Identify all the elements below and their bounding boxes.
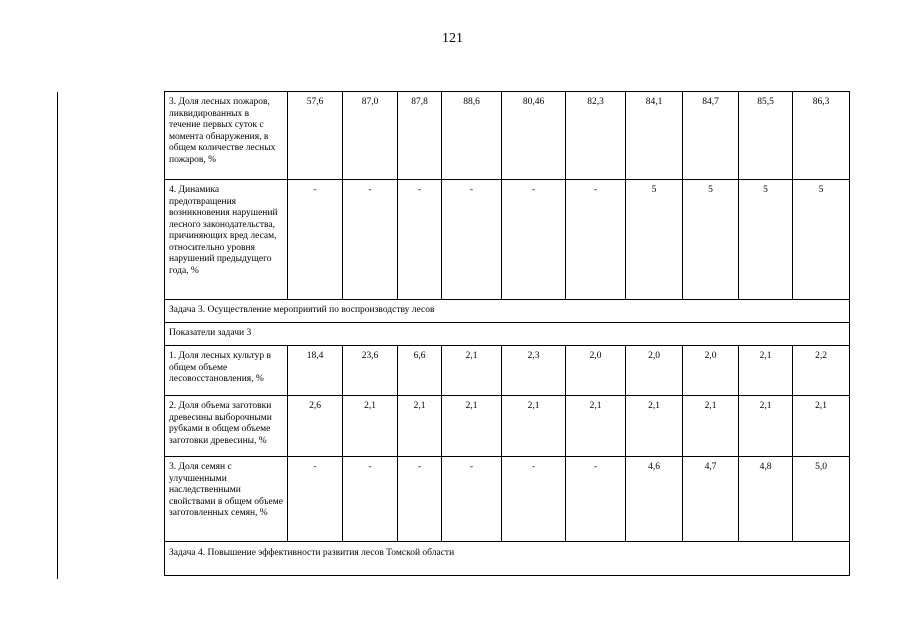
value-cell: 2,1 (566, 396, 626, 457)
value-cell: 84,7 (683, 92, 739, 180)
value-cell: 23,6 (343, 346, 398, 396)
value-cell: 84,1 (626, 92, 683, 180)
table-row-forest-cultures-share (165, 346, 850, 396)
value-cell: 2,1 (502, 396, 566, 457)
value-cell: - (398, 180, 442, 300)
value-cell: - (398, 457, 442, 542)
value-cell: 88,6 (442, 92, 502, 180)
value-cell: 2,1 (793, 396, 850, 457)
value-cell: - (502, 180, 566, 300)
value-cell: 2,1 (626, 396, 683, 457)
value-cell: 5 (683, 180, 739, 300)
indicators-table (164, 91, 850, 576)
value-cell: 2,1 (739, 396, 793, 457)
value-cell: 2,1 (442, 346, 502, 396)
value-cell: 2,0 (626, 346, 683, 396)
value-cell: 2,0 (566, 346, 626, 396)
value-cell: 5 (739, 180, 793, 300)
table-row-task-4-heading (165, 542, 850, 576)
value-cell: - (442, 180, 502, 300)
value-cell: 4,6 (626, 457, 683, 542)
value-cell: 87,0 (343, 92, 398, 180)
table-row-task-3-indicators-heading (165, 323, 850, 346)
value-cell: 2,1 (343, 396, 398, 457)
value-cell: - (343, 457, 398, 542)
value-cell: 86,3 (793, 92, 850, 180)
value-cell: - (442, 457, 502, 542)
value-cell: 2,2 (793, 346, 850, 396)
value-cell: 2,1 (398, 396, 442, 457)
value-cell: 2,1 (739, 346, 793, 396)
value-cell: 80,46 (502, 92, 566, 180)
value-cell: 5,0 (793, 457, 850, 542)
value-cell: 82,3 (566, 92, 626, 180)
value-cell: 2,3 (502, 346, 566, 396)
indicator-label: 4. Динамика предотвращения возникновения нарушений лесного законодательства, причиняющих вред лесам, относительно уровня нарушений предыдущего года, % (165, 180, 288, 300)
value-cell: - (566, 180, 626, 300)
indicator-label: 3. Доля семян с улучшенными наследственными свойствами в общем объеме заготовленных семян, % (165, 457, 288, 542)
value-cell: 4,8 (739, 457, 793, 542)
left-border-line (57, 92, 58, 579)
indicator-label: 1. Доля лесных культур в общем объеме лесовосстановления, % (165, 346, 288, 396)
task-heading: Задача 4. Повышение эффективности развития лесов Томской области (165, 542, 850, 576)
value-cell: 2,6 (288, 396, 343, 457)
table-row-selective-logging-share (165, 396, 850, 457)
value-cell: - (502, 457, 566, 542)
table-row-violation-prevention (165, 180, 850, 300)
task-indicators-heading: Показатели задачи 3 (165, 323, 850, 346)
value-cell: 2,1 (442, 396, 502, 457)
value-cell: 18,4 (288, 346, 343, 396)
value-cell: 2,1 (683, 396, 739, 457)
page-number: 121 (442, 31, 463, 46)
value-cell: 5 (793, 180, 850, 300)
value-cell: 5 (626, 180, 683, 300)
value-cell: - (343, 180, 398, 300)
value-cell: 57,6 (288, 92, 343, 180)
table-row-fire-liquidation-share (165, 92, 850, 180)
value-cell: - (566, 457, 626, 542)
indicator-label: 2. Доля объема заготовки древесины выборочными рубками в общем объеме заготовки древесины, % (165, 396, 288, 457)
value-cell: 87,8 (398, 92, 442, 180)
value-cell: 6,6 (398, 346, 442, 396)
value-cell: - (288, 457, 343, 542)
table-row-improved-seeds-share (165, 457, 850, 542)
value-cell: - (288, 180, 343, 300)
value-cell: 2,0 (683, 346, 739, 396)
value-cell: 4,7 (683, 457, 739, 542)
table-row-task-3-heading (165, 300, 850, 323)
task-heading: Задача 3. Осуществление мероприятий по воспроизводству лесов (165, 300, 850, 323)
value-cell: 85,5 (739, 92, 793, 180)
indicator-label: 3. Доля лесных пожаров, ликвидированных в течение первых суток с момента обнаружения, в общем количестве лесных пожаров, % (165, 92, 288, 180)
